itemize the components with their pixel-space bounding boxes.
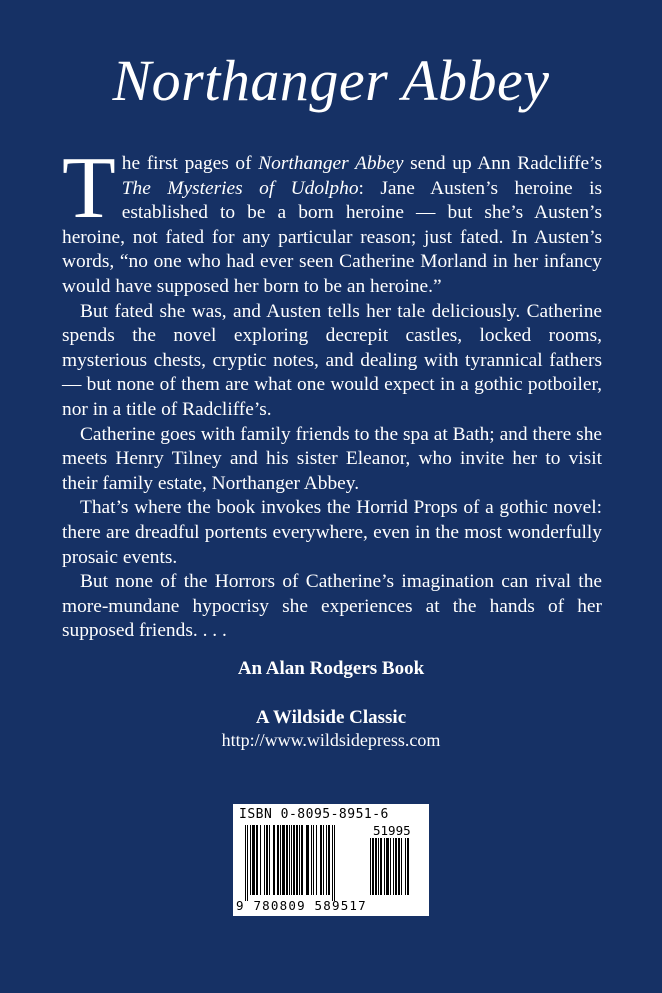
barcode-bar (386, 838, 389, 895)
barcode-bar (296, 825, 298, 895)
barcode (233, 804, 429, 916)
barcode-bar (282, 825, 285, 895)
blurb-text: send up Ann Radcliffe’s (403, 153, 602, 174)
barcode-bar (395, 838, 397, 895)
barcode-bar (245, 825, 246, 901)
barcode-bar (401, 838, 402, 895)
barcode-bar (269, 825, 270, 895)
barcode-bar (277, 825, 279, 895)
blurb-paragraph: That’s where the book invokes the Horrid Props of a gothic novel: there are dreadful portents everywhere, even in the most wonderfully prosaic events. (62, 497, 602, 568)
barcode-bar (375, 838, 377, 895)
barcode-bar (266, 825, 268, 895)
barcode-bar (334, 825, 335, 901)
book-title: Northanger Abbey (112, 48, 550, 113)
isbn-label: ISBN 0-8095-8951-6 (239, 807, 389, 822)
blurb-paragraph: Catherine goes with family friends to the spa at Bath; and there she meets Henry Tilney and his sister Eleanor, who invite her to visit their family estate, Northanger Abbey. (62, 423, 602, 494)
publisher-url: http://www.wildsidepress.com (221, 730, 441, 750)
blurb-paragraph: But none of the Horrors of Catherine’s imagination can rival the more-mundane hypocrisy she experiences at the hands of her supposed friends. . . . (62, 571, 602, 642)
ean-number: 9 780809 589517 (236, 898, 367, 913)
barcode-bar (378, 838, 379, 895)
barcode-bar (291, 825, 292, 895)
barcode-bar (316, 825, 317, 895)
barcode-bar (384, 838, 385, 895)
barcode-bar (407, 838, 409, 895)
price-code: 51995 (373, 823, 411, 838)
blurb-paragraph: But fated she was, and Austen tells her tale deliciously. Catherine spends the novel exploring decrepit castles, locked rooms, mysterious chests, cryptic notes, and dealing with tyrannical fathers — but none of them are what one would expect in a gothic potboiler, nor in a title of Radcliffe’s. (62, 300, 602, 420)
barcode-bar (256, 825, 258, 895)
drop-cap: T (62, 140, 116, 237)
barcode-bar (260, 825, 261, 895)
barcode-bar (370, 838, 371, 895)
barcode-bar (405, 838, 406, 895)
barcode-bar (393, 838, 394, 895)
barcode-bar (273, 825, 275, 895)
barcode-bar (247, 825, 248, 901)
barcode-bar (311, 825, 312, 895)
barcode-bar (293, 825, 295, 895)
barcode-bar (264, 825, 265, 895)
imprint-line: An Alan Rodgers Book (237, 658, 425, 679)
blurb-italic-title: The Mysteries of Udolpho (121, 177, 359, 199)
barcode-bar (299, 825, 300, 895)
blurb-paragraph (62, 140, 602, 300)
barcode-bar (390, 838, 391, 895)
barcode-bar (398, 838, 400, 895)
barcode-bar (380, 838, 382, 895)
barcode-bar (326, 825, 327, 895)
barcode-bar (252, 825, 255, 895)
barcode-bar (328, 825, 330, 895)
blurb-text: : Jane Austen’s heroine is established to be a born heroine — but she’s Austen’s heroine, not fated for any particular reason; just fated. In Austen’s words, “no one who had ever seen Catherine Morland in her infancy would have supposed her born to be an heroine.” (62, 177, 602, 297)
barcode-bar (286, 825, 288, 895)
blurb (62, 140, 602, 644)
series-line: A Wildside Classic (255, 707, 407, 728)
barcode-bar (313, 825, 314, 895)
barcode-bar (306, 825, 309, 895)
barcode-bar (280, 825, 281, 895)
barcode-bar (320, 825, 322, 895)
barcode-bar (372, 838, 374, 895)
barcode-bar (250, 825, 251, 895)
barcode-bar (332, 825, 333, 901)
blurb-italic-title: Northanger Abbey (258, 153, 404, 174)
barcode-bar (323, 825, 324, 895)
blurb-text: he first pages of (121, 153, 259, 174)
barcode-bar (301, 825, 303, 895)
barcode-bar (289, 825, 290, 895)
